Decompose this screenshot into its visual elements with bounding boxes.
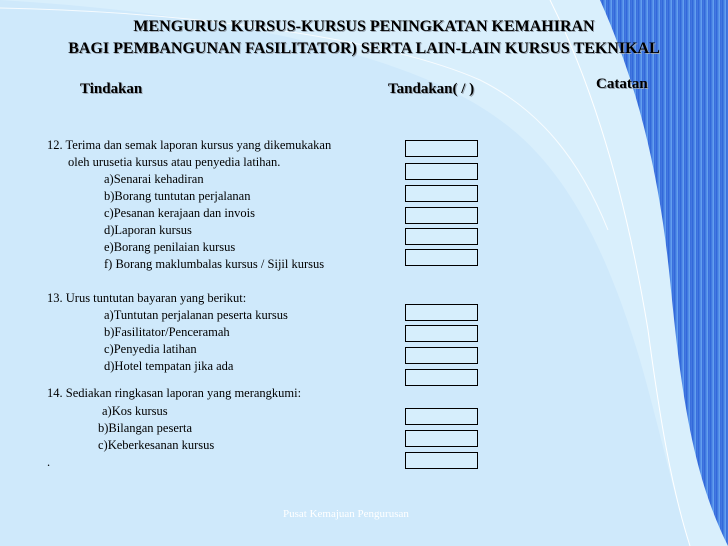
checkbox-12d[interactable] bbox=[405, 228, 478, 245]
footer-text: Pusat Kemajuan Pengurusan bbox=[283, 508, 409, 520]
header-tandakan: Tandakan( / ) bbox=[388, 81, 475, 97]
section-12-item-d: d)Laporan kursus bbox=[104, 223, 192, 237]
checkbox-12c[interactable] bbox=[405, 207, 478, 224]
title-line-1: MENGURUS KURSUS-KURSUS PENINGKATAN KEMAHIRAN bbox=[133, 18, 595, 35]
section-14-item-a: a)Kos kursus bbox=[102, 404, 168, 418]
checkbox-14b[interactable] bbox=[405, 430, 478, 447]
section-13-item-c: c)Penyedia latihan bbox=[104, 342, 197, 356]
checkbox-12e[interactable] bbox=[405, 249, 478, 266]
section-12-line-2: oleh urusetia kursus atau penyedia latihan. bbox=[68, 155, 281, 169]
section-12-item-f: f) Borang maklumbalas kursus / Sijil kursus bbox=[104, 257, 325, 271]
section-12-item-b: b)Borang tuntutan perjalanan bbox=[104, 189, 251, 203]
checkbox-12[interactable] bbox=[405, 140, 478, 157]
section-12-item-a: a)Senarai kehadiran bbox=[104, 172, 204, 186]
checkbox-12b[interactable] bbox=[405, 185, 478, 202]
section-12-line-1: 12. Terima dan semak laporan kursus yang dikemukakan bbox=[47, 138, 332, 152]
checkbox-14a[interactable] bbox=[405, 408, 478, 425]
section-13-line-1: 13. Urus tuntutan bayaran yang berikut: bbox=[47, 291, 247, 305]
header-tindakan: Tindakan bbox=[80, 81, 143, 97]
checkbox-14c[interactable] bbox=[405, 452, 478, 469]
checkbox-13c[interactable] bbox=[405, 347, 478, 364]
checkbox-13d[interactable] bbox=[405, 369, 478, 386]
section-12-item-c: c)Pesanan kerajaan dan invois bbox=[104, 206, 255, 220]
section-13-item-a: a)Tuntutan perjalanan peserta kursus bbox=[104, 308, 288, 322]
section-13-item-b: b)Fasilitator/Penceramah bbox=[104, 325, 230, 339]
section-14-item-b: b)Bilangan peserta bbox=[98, 421, 193, 435]
section-14-item-c: c)Keberkesanan kursus bbox=[98, 438, 215, 452]
checkbox-12a[interactable] bbox=[405, 163, 478, 180]
section-14-line-1: 14. Sediakan ringkasan laporan yang merangkumi: bbox=[47, 386, 302, 400]
section-14-trailing-dot: . bbox=[47, 455, 51, 469]
checkbox-13a[interactable] bbox=[405, 304, 478, 321]
title-line-2: BAGI PEMBANGUNAN FASILITATOR) SERTA LAIN-LAIN KURSUS TEKNIKAL bbox=[68, 40, 660, 57]
section-13-item-d: d)Hotel tempatan jika ada bbox=[104, 359, 234, 373]
checkbox-13b[interactable] bbox=[405, 325, 478, 342]
section-12-item-e: e)Borang penilaian kursus bbox=[104, 240, 236, 254]
header-catatan: Catatan bbox=[596, 76, 648, 92]
